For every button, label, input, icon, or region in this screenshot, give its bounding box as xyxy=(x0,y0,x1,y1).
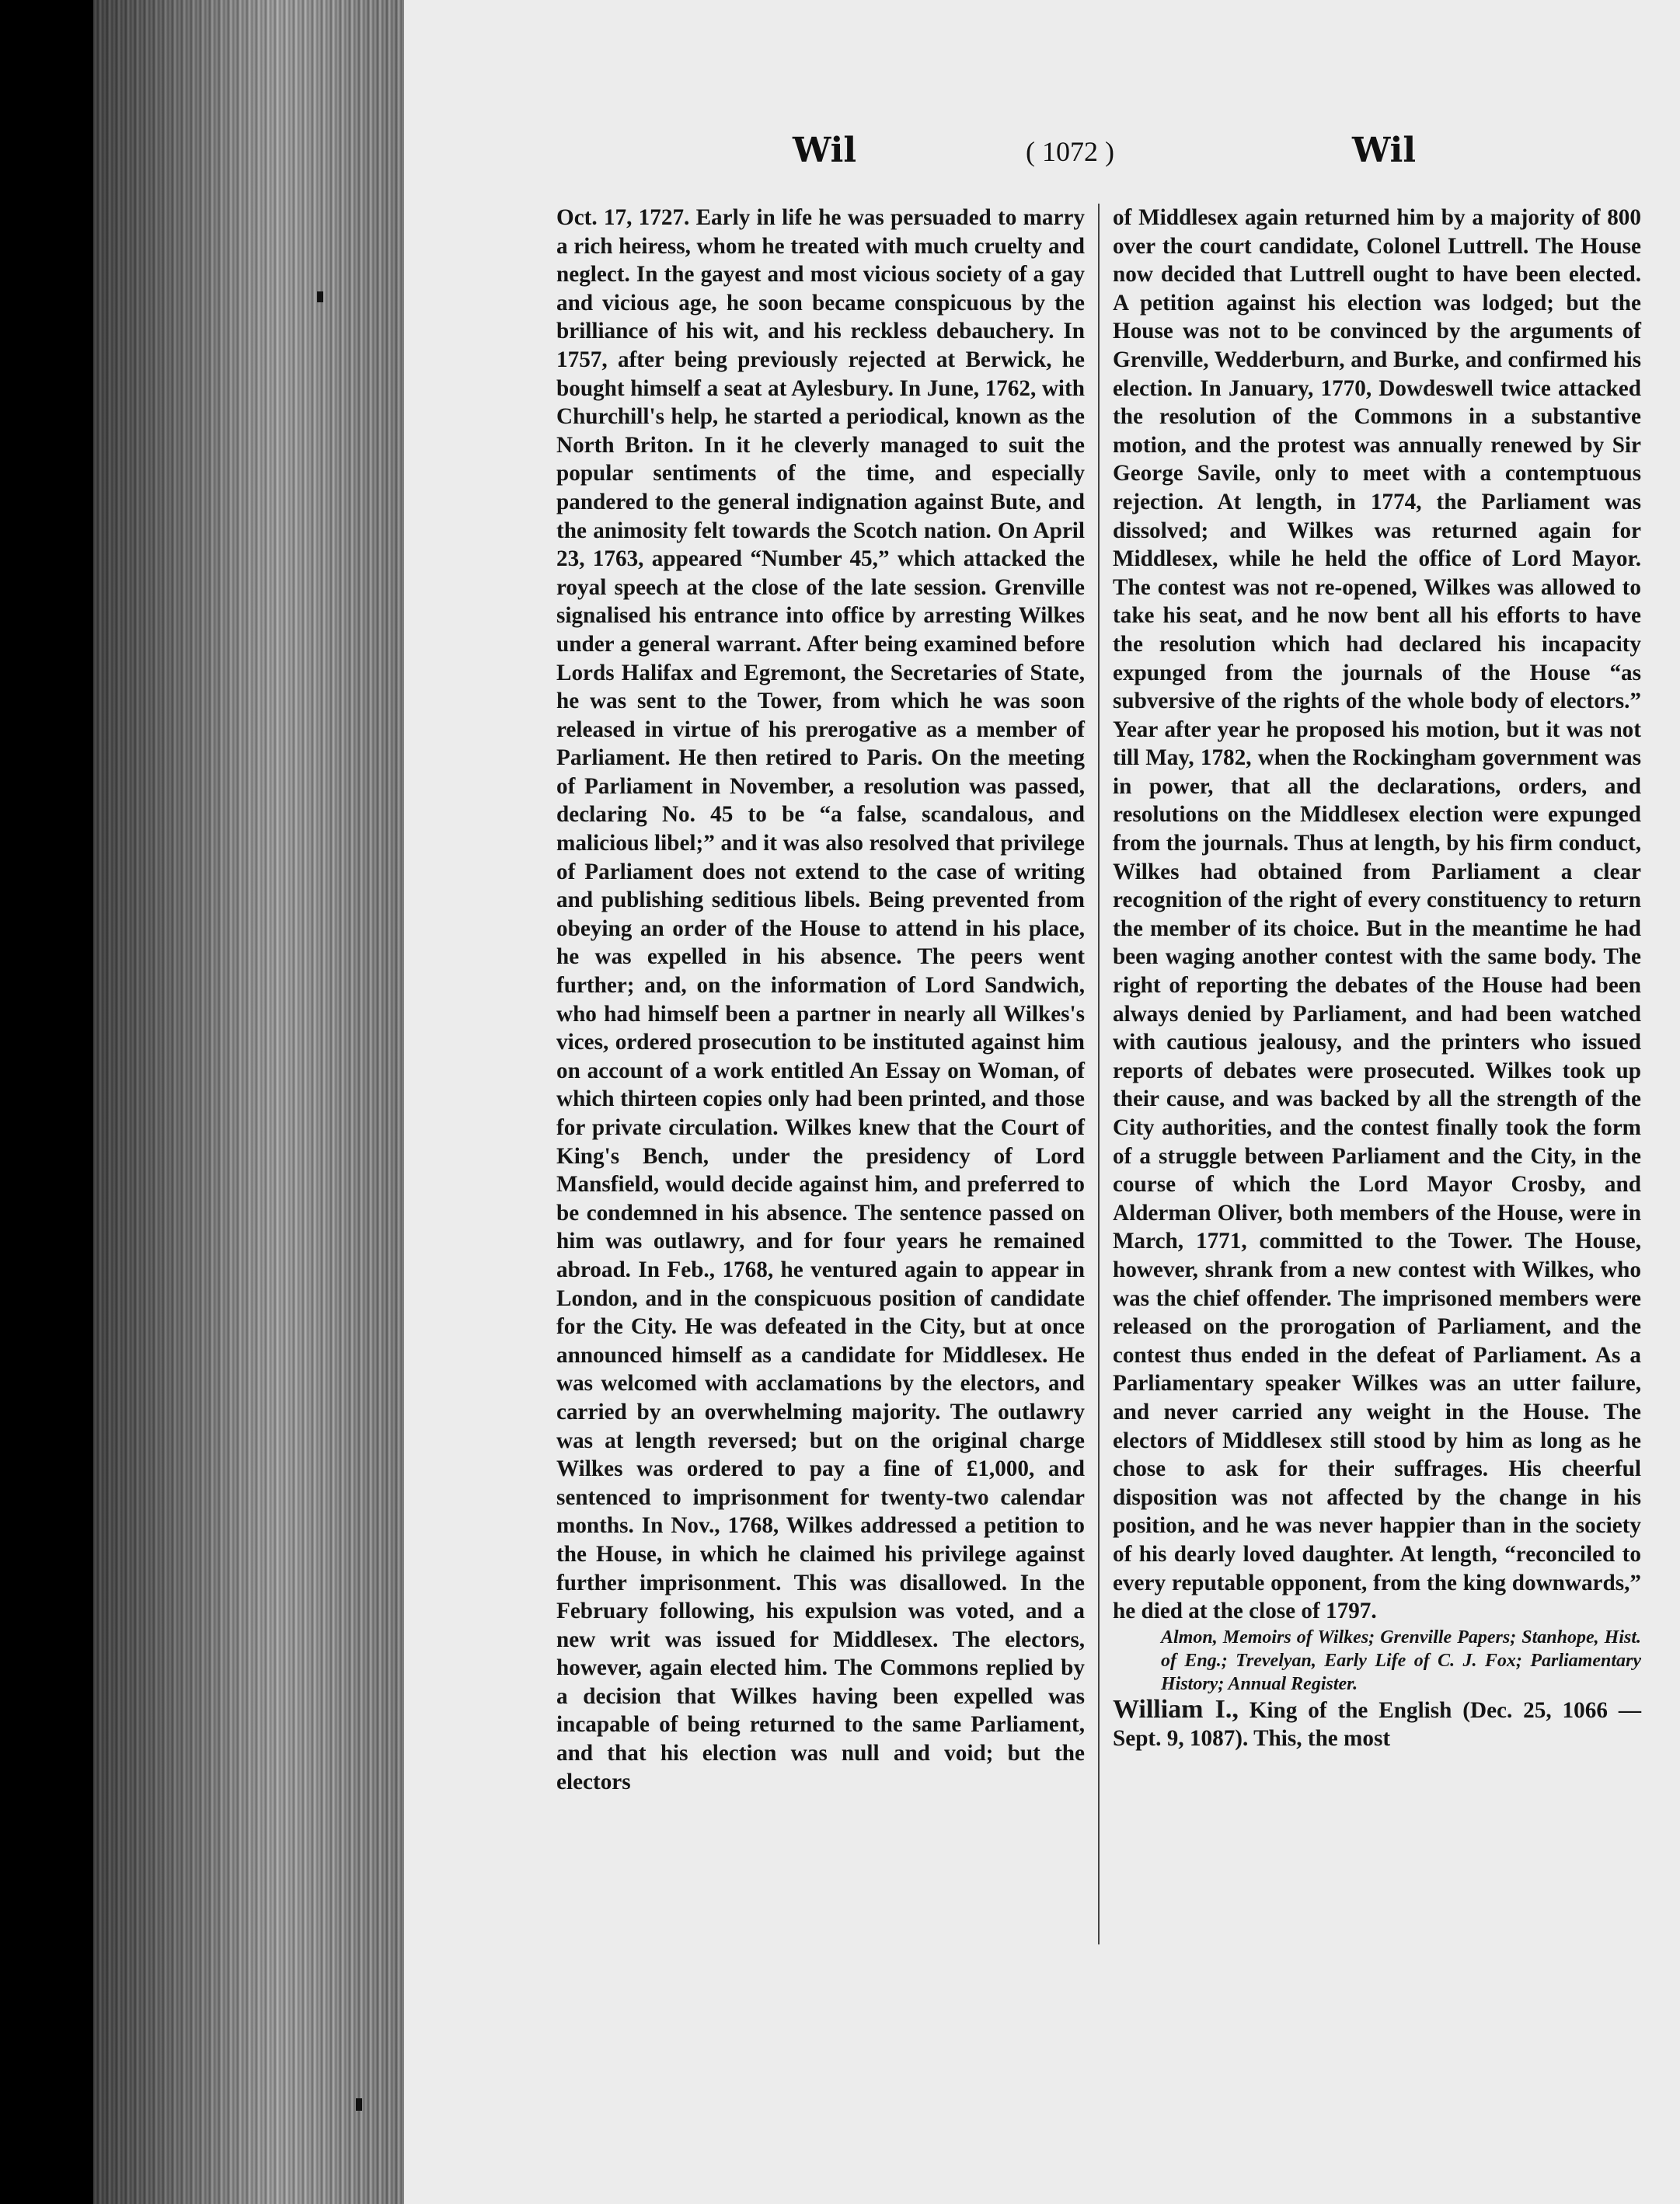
left-column-text: Oct. 17, 1727. Early in life he was persuaded to marry a rich heiress, whom he treated with much cruelty and neglect. In the gayest and most vicious society of a gay and vicious age, he soon became conspicuous by the brilliance of his wit, and his reckless debauchery. In 1757, after being previously rejected at Berwick, he bought himself a seat at Aylesbury. In June, 1762, with Churchill's help, he started a periodical, known as the North Briton. In it he cleverly managed to suit the popular sentiments of the time, and especially pandered to the general indignation against Bute, and the animosity felt towards the Scotch nation. On April 23, 1763, appeared “Number 45,” which attacked the royal speech at the close of the late session. Grenville signalised his entrance into office by arresting Wilkes under a general warrant. After being examined before Lords Halifax and Egremont, the Secretaries of State, he was sent to the Tower, from which he was soon released in virtue of his prerogative as a member of Parliament. He then retired to Paris. On the meeting of Parliament in November, a resolution was passed, declaring No. 45 to be “a false, scandalous, and malicious libel;” and it was also resolved that privilege of Parliament does not extend to the case of writing and publishing seditious libels. Being prevented from obeying an order of the House to attend in his place, he was expelled in his absence. The peers went further; and, on the information of Lord Sandwich, who had himself been a partner in nearly all Wilkes's vices, ordered prosecution to be instituted against him on account of a work entitled An Essay on Woman, of which thirteen copies only had been printed, and those for private circulation. Wilkes knew that the Court of King's Bench, under the presidency of Lord Mansfield, would decide against him, and preferred to be condemned in his absence. The sentence passed on him was outlawry, and for four years he remained abroad. In Feb., 1768, he ventured again to appear in London, and in the conspicuous position of candidate for the City. He was defeated in the City, but at once announced himself as a candidate for Middlesex. He was welcomed with acclamations by the electors, and carried by an overwhelming majority. The outlawry was at length reversed; but on the original charge Wilkes was ordered to pay a fine of £1,000, and sentenced to imprisonment for twenty-two calendar months. In Nov., 1768, Wilkes addressed a petition to the House, in which he claimed his privilege against further imprisonment. This was disallowed. In the February following, his expulsion was voted, and a new writ was issued for Middlesex. The electors, however, again elected him. The Commons replied by a decision that Wilkes having been expelled was incapable of being returned to the same Parliament, and that his election was null and void; but the electors xyxy=(556,205,1085,1794)
page-number: ( 1072 ) xyxy=(1026,136,1114,167)
header-right-word: Wil xyxy=(1352,131,1417,170)
book-page xyxy=(404,0,1680,2204)
header-left-word: Wil xyxy=(793,131,857,170)
next-entry xyxy=(1113,1696,1641,1753)
margin-mark xyxy=(317,291,323,302)
column-divider xyxy=(1098,204,1100,1944)
references: Almon, Memoirs of Wilkes; Grenville Papers; Stanhope, Hist. of Eng.; Trevelyan, Early Life of C. J. Fox; Parliamentary History; Annual Register. xyxy=(1161,1627,1641,1694)
entry-text: King of the English (Dec. 25, 1066 — Sept. 9, 1087). This, the most xyxy=(1113,1697,1642,1752)
right-column xyxy=(1113,204,1641,1753)
entry-headword: William I., xyxy=(1113,1694,1239,1724)
running-header xyxy=(404,131,1680,177)
book-page-edge xyxy=(93,0,404,2204)
left-column xyxy=(556,204,1085,1796)
right-column-text: of Middlesex again returned him by a majority of 800 over the court candidate, Colonel Luttrell. The House now decided that Luttrell ought to have been elected. A petition against his election was lodged; but the House was not to be convinced by the arguments of Grenville, Wedderburn, and Burke, and confirmed his election. In January, 1770, Dowdeswell twice attacked the resolution of the Commons in a substantive motion, and the protest was annually renewed by Sir George Savile, only to meet with a contemptuous rejection. At length, in 1774, the Parliament was dissolved; and Wilkes was returned again for Middlesex, while he held the office of Lord Mayor. The contest was not re-opened, Wilkes was allowed to take his seat, and he now bent all his efforts to have the resolution which had declared his incapacity expunged from the journals of the House “as subversive of the rights of the whole body of electors.” Year after year he proposed his motion, but it was not till May, 1782, when the Rockingham government was in power, that all the declarations, orders, and resolutions on the Middlesex election were expunged from the journals. Thus at length, by his firm conduct, Wilkes had obtained from Parliament a clear recognition of the right of every constituency to return the member of its choice. But in the meantime he had been waging another contest with the same body. The right of reporting the debates of the House had been always denied by Parliament, and had been watched with cautious jealousy, and the printers who issued reports of debates were prosecuted. Wilkes took up their cause, and was backed by all the strength of the City authorities, and the contest finally took the form of a struggle between Parliament and the City, in the course of which the Lord Mayor Crosby, and Alderman Oliver, both members of the House, were in March, 1771, committed to the Tower. The House, however, shrank from a new contest with Wilkes, who was the chief offender. The imprisoned members were released on the prorogation of Parliament, and the contest thus ended in the defeat of Parliament. As a Parliamentary speaker Wilkes was an utter failure, and never carried any weight in the House. The electors of Middlesex still stood by him as long as he chose to ask for their suffrages. His cheerful disposition was not affected by the change in his position, and he was never happier than in the society of his dearly loved daughter. At length, “reconciled to every reputable opponent, from the king downwards,” he died at the close of 1797. xyxy=(1113,205,1641,1624)
margin-mark xyxy=(356,2098,362,2111)
